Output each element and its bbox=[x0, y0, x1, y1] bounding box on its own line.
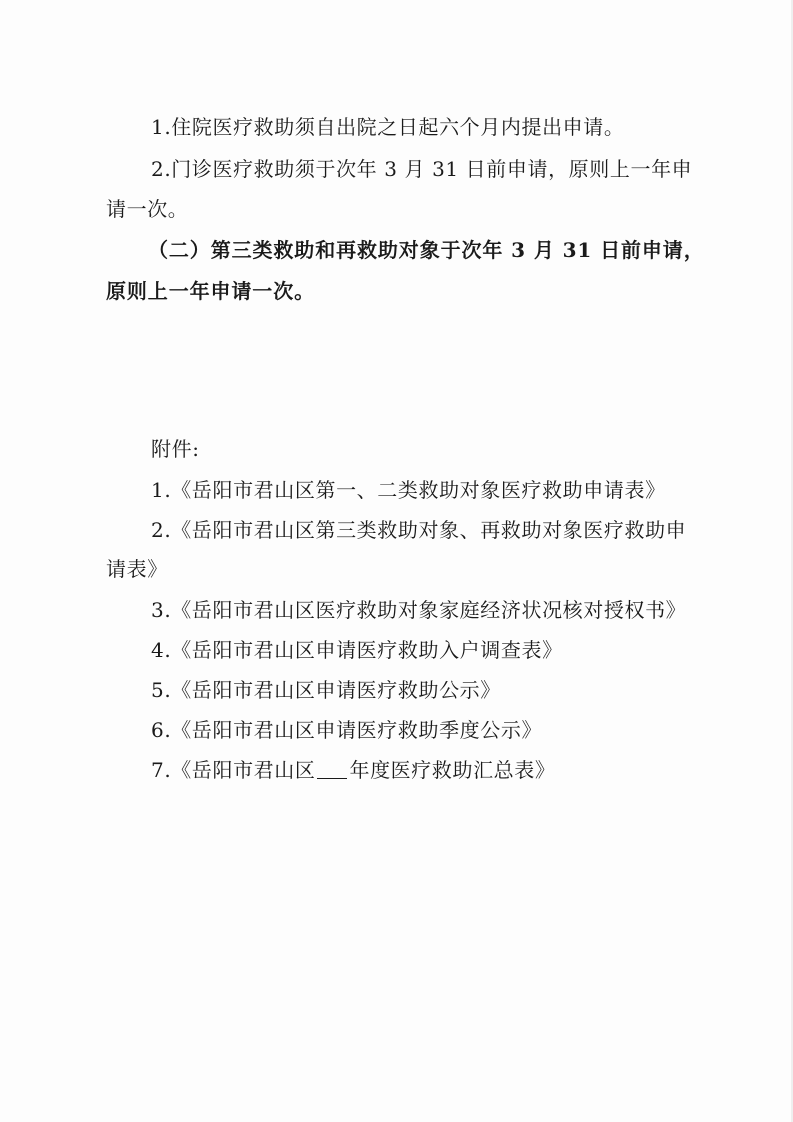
attachment-item-7-prefix: 7.《岳阳市君山区 bbox=[151, 758, 316, 782]
category-three-deadline-line1: （二）第三类救助和再救助对象于次年 3 月 31 日前申请， bbox=[148, 238, 705, 262]
outpatient-aid-deadline-line2: 请一次。 bbox=[106, 197, 189, 221]
attachment-item-3: 3.《岳阳市君山区医疗救助对象家庭经济状况核对授权书》 bbox=[151, 598, 687, 622]
attachment-item-6: 6.《岳阳市君山区申请医疗救助季度公示》 bbox=[151, 718, 543, 742]
attachment-item-7-suffix: 年度医疗救助汇总表》 bbox=[349, 758, 556, 782]
attachment-item-2-line2: 请表》 bbox=[106, 557, 168, 581]
hospital-aid-deadline: 1.住院医疗救助须自出院之日起六个月内提出申请。 bbox=[151, 115, 625, 139]
attachment-item-2-line1: 2.《岳阳市君山区第三类救助对象、再救助对象医疗救助申 bbox=[151, 518, 687, 542]
attachment-item-4: 4.《岳阳市君山区申请医疗救助入户调查表》 bbox=[151, 638, 563, 662]
attachments-heading: 附件: bbox=[151, 437, 200, 461]
category-three-deadline-line2: 原则上一年申请一次。 bbox=[106, 279, 315, 303]
attachment-item-7 bbox=[151, 757, 555, 783]
year-blank bbox=[317, 760, 347, 779]
outpatient-aid-deadline-line1: 2.门诊医疗救助须于次年 3 月 31 日前申请，原则上一年申 bbox=[151, 157, 693, 181]
attachment-item-5: 5.《岳阳市君山区申请医疗救助公示》 bbox=[151, 678, 501, 702]
attachment-item-1: 1.《岳阳市君山区第一、二类救助对象医疗救助申请表》 bbox=[151, 478, 666, 502]
